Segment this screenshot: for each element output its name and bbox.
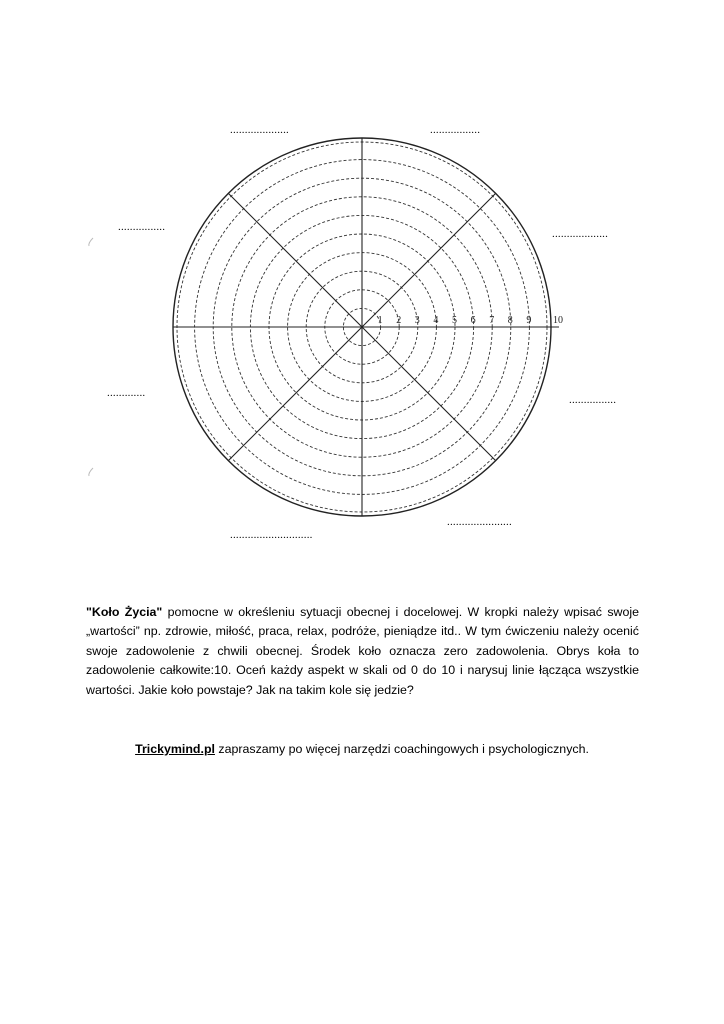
scale-label: 9 (526, 315, 532, 326)
scale-label: 3 (414, 315, 420, 326)
spoke-line (228, 193, 362, 327)
margin-mark (89, 468, 93, 476)
scale-label: 10 (553, 315, 563, 326)
description-body: pomocne w określeniu sytuacji obecnej i docelowej. W kropki należy wpisać swoje „wartości” np. zdrowie, miłość, praca, relax, podróże, pieniądze itd.. W tym ćwiczeniu należy ocenić swoje zadowolenie z chwili obecnej. Środek koło oznacza zero zadowolenia. Obrys koła to zadowolenie całkowite:10. Oceń każdy aspekt w skali od 0 do 10 i narysuj linie łącząca wszystkie wartości. Jakie koło powstaje? Jak na takim kole się jedzie? (86, 605, 640, 697)
spoke-line (362, 193, 496, 327)
description-paragraph (86, 603, 639, 700)
label-blank-2[interactable]: ................. (430, 124, 481, 136)
margin-mark (89, 238, 93, 246)
scale-label: 1 (377, 315, 383, 326)
label-blank-7[interactable]: ...................... (447, 516, 512, 528)
trickymind-link[interactable]: Trickymind.pl (135, 742, 215, 756)
scale-label: 5 (452, 315, 457, 326)
description-title: "Koło Życia" (86, 605, 163, 619)
scale-label: 6 (470, 315, 476, 326)
footer-line (0, 742, 724, 756)
scale-label: 7 (489, 315, 495, 326)
scale-label: 2 (396, 315, 402, 326)
footer-text: zapraszamy po więcej narzędzi coachingowych i psychologicznych. (214, 742, 589, 756)
label-blank-6[interactable]: ................ (569, 394, 617, 406)
scale-label: 8 (507, 315, 513, 326)
label-blank-8[interactable]: ............................ (230, 529, 313, 541)
label-blank-1[interactable]: .................... (230, 124, 289, 136)
label-blank-5[interactable]: ............. (107, 387, 146, 399)
label-blank-4[interactable]: ................... (552, 228, 609, 240)
spoke-line (362, 327, 496, 461)
spoke-line (228, 327, 362, 461)
scale-label: 4 (433, 315, 439, 326)
label-blank-3[interactable]: ................ (118, 221, 166, 233)
